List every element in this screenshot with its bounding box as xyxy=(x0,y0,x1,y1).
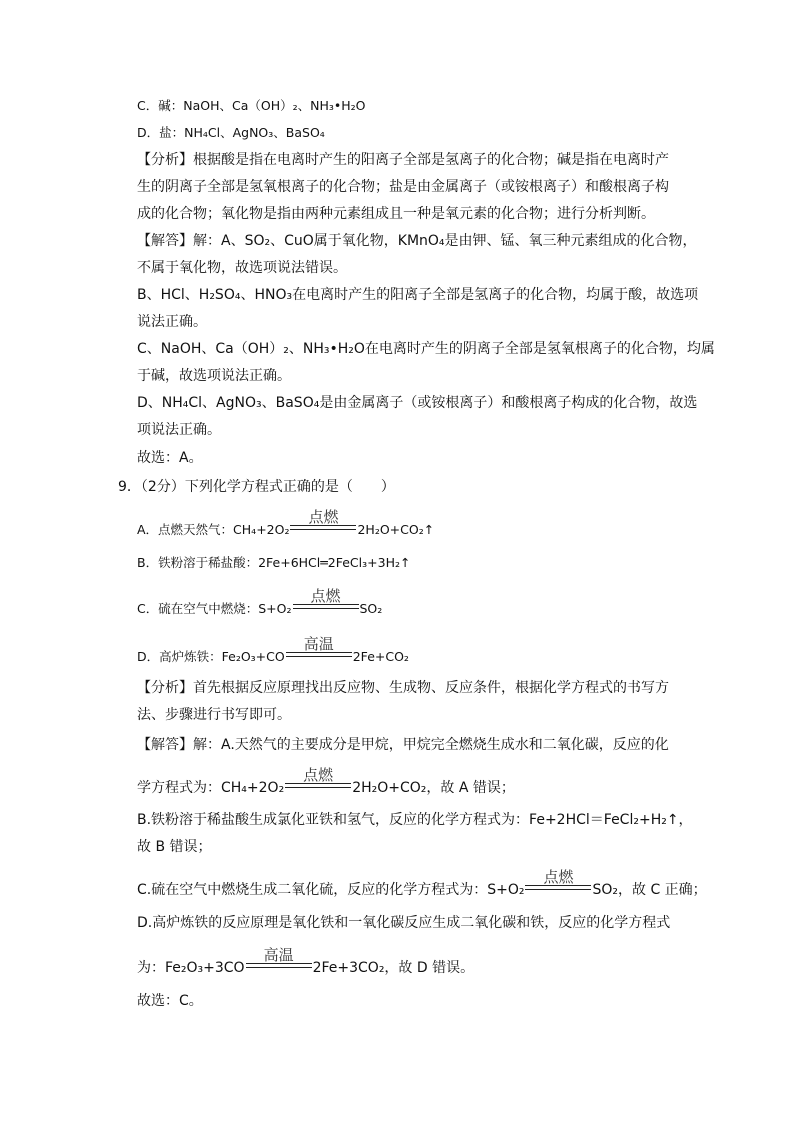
solution-line: 【解答】解：A、SO₂、CuO属于氧化物，KMnO₄是由钾、锰、氧三种元素组成的化合物， xyxy=(137,233,697,249)
option-d xyxy=(137,635,409,667)
reaction-condition xyxy=(286,635,352,661)
reaction-condition xyxy=(290,508,356,534)
q9-solution-eq-d xyxy=(137,946,475,978)
q9-solution-line: B.铁粉溶于稀盐酸生成氯化亚铁和氢气，反应的化学方程式为：Fe+2HCl＝FeCl₂+H₂↑， xyxy=(137,812,693,828)
solution-line: 不属于氧化物，故选项说法错误。 xyxy=(137,260,347,276)
reaction-condition xyxy=(525,868,591,894)
solution-line: C、NaOH、Ca（OH）₂、NH₃•H₂O在电离时产生的阴离子全部是氢氧根离子的化合物，均属 xyxy=(137,341,715,357)
q9-analysis-line: 法、步骤进行书写即可。 xyxy=(137,707,291,723)
option-d-salt: D．盐：NH₄Cl、AgNO₃、BaSO₄ xyxy=(137,125,325,140)
option-c xyxy=(137,587,383,619)
eq-a-reactants: 学方程式为：CH₄+2O₂ xyxy=(137,780,285,796)
solution-line: D、NH₄Cl、AgNO₃、BaSO₄是由金属离子（或铵根离子）和酸根离子构成的化合物，故选 xyxy=(137,395,698,411)
q9-solution-eq-c xyxy=(137,868,707,900)
q9-solution-line: 故 B 错误； xyxy=(137,839,212,855)
equals-arrow xyxy=(293,604,359,609)
solution-line: 说法正确。 xyxy=(137,314,207,330)
analysis-line: 成的化合物；氧化物是指由两种元素组成且一种是氧元素的化合物；进行分析判断。 xyxy=(137,206,655,222)
condition-label: 点燃 xyxy=(310,587,341,605)
condition-label: 高温 xyxy=(303,635,334,653)
q9-answer: 故选：C。 xyxy=(137,993,203,1009)
q9-solution-eq-a xyxy=(137,766,515,798)
option-c-products: SO₂ xyxy=(359,601,383,616)
q9-solution-line: 【解答】解：A.天然气的主要成分是甲烷，甲烷完全燃烧生成水和二氧化碳，反应的化 xyxy=(137,737,669,753)
reaction-condition xyxy=(285,766,351,792)
equals-arrow xyxy=(246,963,312,968)
eq-d-products: 2Fe+3CO₂，故 D 错误。 xyxy=(312,960,475,976)
option-a-reactants: A．点燃天然气：CH₄+2O₂ xyxy=(137,522,290,537)
option-c-reactants: C．硫在空气中燃烧：S+O₂ xyxy=(137,601,292,616)
question-9-title: 9．（2分）下列化学方程式正确的是（ ） xyxy=(118,479,395,495)
solution-line: B、HCl、H₂SO₄、HNO₃在电离时产生的阳离子全部是氢离子的化合物，均属于酸，故选项 xyxy=(137,287,699,303)
eq-a-products: 2H₂O+CO₂，故 A 错误； xyxy=(352,780,515,796)
condition-label: 高温 xyxy=(263,946,294,964)
solution-line: 于碱，故选项说法正确。 xyxy=(137,368,291,384)
condition-label: 点燃 xyxy=(308,508,339,526)
option-d-reactants: D．高炉炼铁：Fe₂O₃+CO xyxy=(137,649,285,664)
q9-analysis-line: 【分析】首先根据反应原理找出反应物、生成物、反应条件，根据化学方程式的书写方 xyxy=(137,680,669,696)
analysis-line: 生的阴离子全部是氢氧根离子的化合物；盐是由金属离子（或铵根离子）和酸根离子构 xyxy=(137,179,669,195)
solution-line: 项说法正确。 xyxy=(137,422,221,438)
condition-label: 点燃 xyxy=(543,868,574,886)
option-a xyxy=(137,508,435,540)
option-c-base: C．碱：NaOH、Ca（OH）₂、NH₃•H₂O xyxy=(137,98,366,113)
equals-arrow xyxy=(285,783,351,788)
option-a-products: 2H₂O+CO₂↑ xyxy=(357,522,435,537)
q9-solution-line: D.高炉炼铁的反应原理是氧化铁和一氧化碳反应生成二氧化碳和铁，反应的化学方程式 xyxy=(137,915,671,931)
condition-label: 点燃 xyxy=(303,766,334,784)
eq-c-text: C.硫在空气中燃烧生成二氧化硫，反应的化学方程式为：S+O₂ xyxy=(137,882,525,898)
eq-c-products: SO₂，故 C 正确； xyxy=(592,882,707,898)
option-d-products: 2Fe+CO₂ xyxy=(352,649,409,664)
solution-answer: 故选：A。 xyxy=(137,450,203,466)
equals-arrow xyxy=(525,885,591,890)
option-b: B．铁粉溶于稀盐酸：2Fe+6HCl═2FeCl₃+3H₂↑ xyxy=(137,555,411,570)
reaction-condition xyxy=(246,946,312,972)
equals-arrow xyxy=(290,525,356,530)
eq-d-text: 为：Fe₂O₃+3CO xyxy=(137,960,245,976)
equals-arrow xyxy=(286,652,352,657)
reaction-condition xyxy=(293,587,359,613)
analysis-line: 【分析】根据酸是指在电离时产生的阳离子全部是氢离子的化合物；碱是指在电离时产 xyxy=(137,152,669,168)
